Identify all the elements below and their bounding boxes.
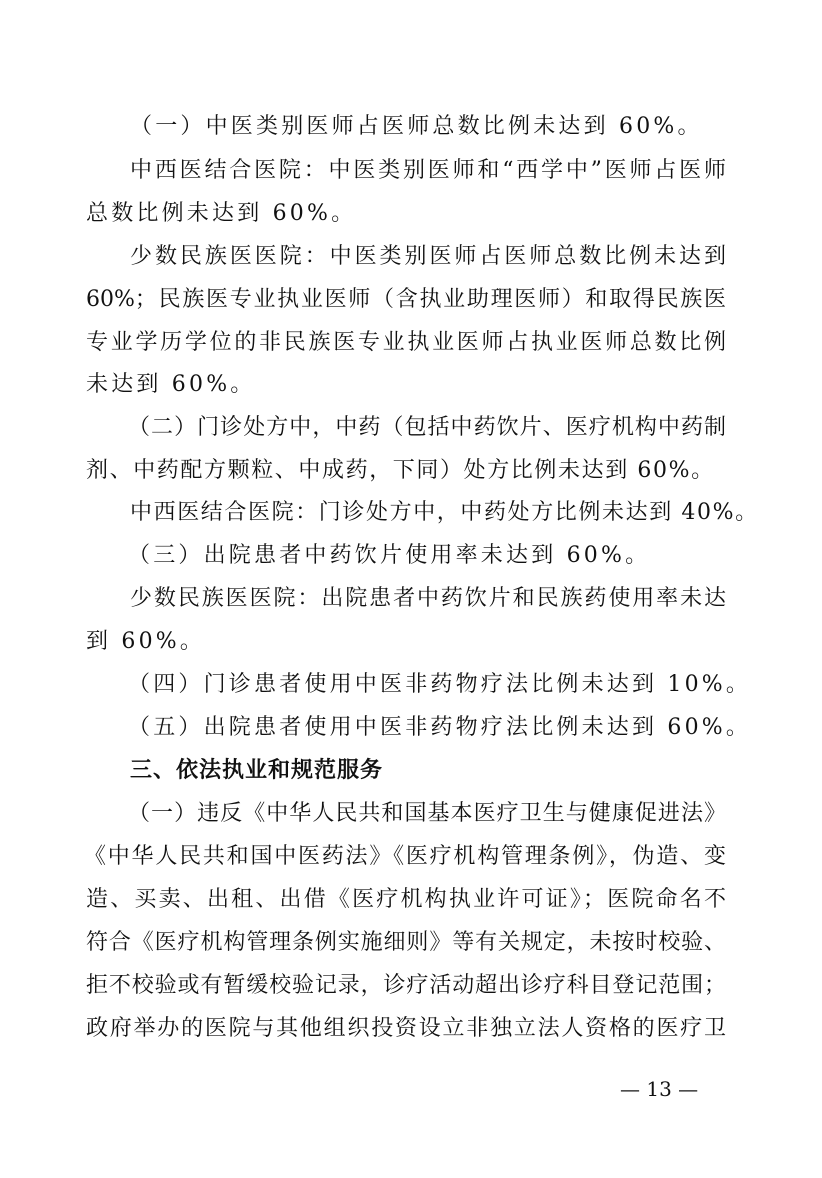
paragraph-line: （二）门诊处方中，中药（包括中药饮片、医疗机构中药制 [128, 415, 726, 440]
paragraph-line: 少数民族医医院：中医类别医师占医师总数比例未达到 [130, 244, 726, 269]
paragraph-line: 中西医结合医院：门诊处方中，中药处方比例未达到 40%。 [130, 500, 759, 525]
section-heading: 三、依法执业和规范服务 [130, 758, 384, 783]
paragraph-line: 到 60%。 [86, 629, 206, 654]
paragraph-line: 60%；民族医专业执业医师（含执业助理医师）和取得民族医 [86, 287, 726, 312]
paragraph-line: 剂、中药配方颗粒、中成药，下同）处方比例未达到 60%。 [86, 458, 715, 483]
paragraph-line: 未达到 60%。 [86, 372, 256, 397]
paragraph-line: 《中华人民共和国中医药法》《医疗机构管理条例》，伪造、变 [84, 844, 726, 869]
paragraph-line: 少数民族医医院：出院患者中药饮片和民族药使用率未达 [130, 586, 726, 611]
paragraph-line: （一）违反《中华人民共和国基本医疗卫生与健康促进法》 [128, 801, 726, 826]
paragraph-line: （一）中医类别医师占医师总数比例未达到 60%。 [130, 114, 703, 139]
page-number: — 13 — [620, 1077, 699, 1101]
paragraph-line: 拒不校验或有暂缓校验记录，诊疗活动超出诊疗科目登记范围； [86, 973, 726, 998]
paragraph-line: 政府举办的医院与其他组织投资设立非独立法人资格的医疗卫 [86, 1016, 726, 1041]
paragraph-line: 符合《医疗机构管理条例实施细则》等有关规定，未按时校验、 [86, 930, 726, 955]
paragraph-line: 中西医结合医院：中医类别医师和“西学中”医师占医师 [130, 158, 726, 183]
paragraph-line: 总数比例未达到 60%。 [86, 201, 357, 226]
paragraph-line: （四）门诊患者使用中医非药物疗法比例未达到 10%。 [128, 672, 752, 697]
paragraph-line: （五）出院患者使用中医非药物疗法比例未达到 60%。 [128, 715, 752, 740]
paragraph-line: （三）出院患者中药饮片使用率未达到 60%。 [128, 543, 651, 568]
paragraph-line: 专业学历学位的非民族医专业执业医师占执业医师总数比例 [86, 330, 726, 355]
paragraph-line: 造、买卖、出租、出借《医疗机构执业许可证》；医院命名不 [86, 887, 726, 912]
